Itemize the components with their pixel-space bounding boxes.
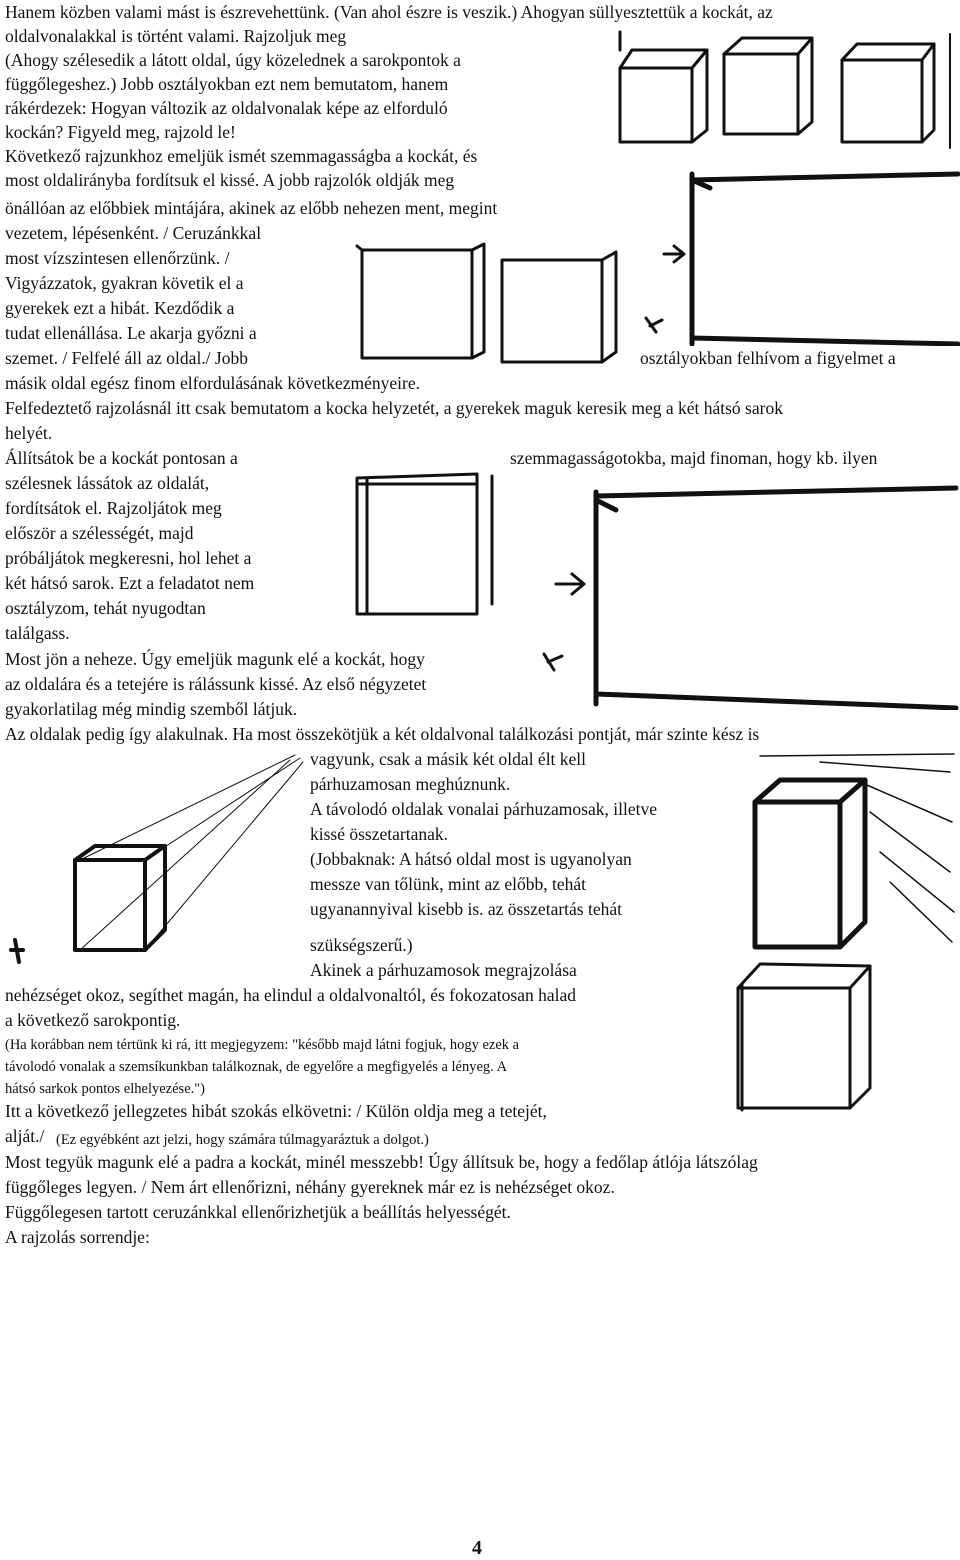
- text-line: most vízszintesen ellenőrzünk. /: [5, 248, 230, 268]
- text-line: másik oldal egész finom elfordulásának következményeire.: [5, 373, 420, 393]
- large-square-with-arrow: [636, 168, 960, 346]
- note-line: hátsó sarkok pontos elhelyezése."): [5, 1081, 205, 1097]
- text-line: nehézséget okoz, segíthet magán, ha elindul a oldalvonaltól, és fokozatosan halad: [5, 985, 576, 1005]
- text-line: vagyunk, csak a másik két oldal élt kell: [310, 749, 587, 769]
- text-line: találgass.: [5, 623, 70, 643]
- shaded-cube-sketch: [700, 752, 958, 952]
- text-line: Most tegyük magunk elé a padra a kockát, minél messzebb! Úgy állítsuk be, hogy a fedőlap átlója látszólag: [5, 1152, 758, 1172]
- text-line: próbáljátok megkeresni, hol lehet a: [5, 548, 252, 568]
- text-line: Vigyázzatok, gyakran követik el a: [5, 273, 244, 293]
- text-line: gyakorlatilag még mindig szemből látjuk.: [5, 699, 298, 719]
- text-line: a következő sarokpontig.: [5, 1010, 181, 1030]
- cube-sketches-widening: [612, 30, 957, 150]
- text-line: rákérdezek: Hogyan változik az oldalvonalak képe az elforduló: [5, 98, 448, 118]
- text-line: Állítsátok be a kockát pontosan a: [5, 448, 238, 468]
- cube-sketches-turned: [352, 240, 627, 368]
- text-line: Hanem közben valami mást is észrevehettünk. (Van ahol észre is veszik.) Ahogyan süllyesztettük a kockát, az: [5, 2, 773, 22]
- text-line: tudat ellenállása. Le akarja győzni a: [5, 323, 257, 343]
- page-number: 4: [472, 1537, 482, 1559]
- small-cube-sketch: [342, 464, 507, 624]
- text-line: vezetem, lépésenként. / Ceruzánkkal: [5, 223, 262, 243]
- note-line: távolodó vonalak a szemsíkunkban találkoznak, de egyelőre a megfigyelés a lényeg. A: [5, 1059, 508, 1075]
- text-line: az oldalára és a tetejére is rálássunk kissé. Az első négyzetet: [5, 674, 427, 694]
- text-line: fordítsátok el. Rajzoljátok meg: [5, 498, 222, 518]
- text-line: szélesnek lássátok az oldalát,: [5, 473, 210, 493]
- text-line: Felfedeztető rajzolásnál itt csak bemutatom a kocka helyzetét, a gyerekek maguk keresik meg a két hátsó sarok: [5, 398, 783, 418]
- text-line: Függőlegesen tartott ceruzánkkal ellenőrizhetjük a beállítás helyességét.: [5, 1202, 511, 1222]
- text-line: két hátsó sarok. Ezt a feladatot nem: [5, 573, 255, 593]
- text-line: szükségszerű.): [310, 935, 413, 955]
- text-line: szemet. / Felfelé áll az oldal./ Jobb: [5, 348, 248, 368]
- text-line: Az oldalak pedig így alakulnak. Ha most összekötjük a két oldalvonal találkozási pontját, már szinte kész is: [5, 724, 760, 744]
- note-line: (Ha korábban nem tértünk ki rá, itt megjegyzem: "később majd látni fogjuk, hogy ezek a: [5, 1037, 520, 1053]
- text-line: Itt a következő jellegzetes hibát szokás elkövetni: / Külön oldja meg a tetejét,: [5, 1101, 547, 1121]
- text-line: messze van tőlünk, mint az előbb, tehát: [310, 874, 587, 894]
- text-line: függőlegeshez.) Jobb osztályokban ezt nem bemutatom, hanem: [5, 74, 449, 94]
- text-line: osztályokban felhívom a figyelmet a: [640, 348, 896, 368]
- text-line: szemmagasságotokba, majd finoman, hogy kb. ilyen: [510, 448, 878, 468]
- text-line: helyét.: [5, 423, 53, 443]
- text-line: Most jön a neheze. Úgy emeljük magunk elé a kockát, hogy: [5, 649, 425, 669]
- text-line: (Jobbaknak: A hátsó oldal most is ugyanolyan: [310, 849, 632, 869]
- note-line: (Ez egyébként azt jelzi, hogy számára túlmagyaráztuk a dolgot.): [56, 1132, 429, 1148]
- text-line: kissé összetartanak.: [310, 824, 449, 844]
- text-line: párhuzamosan meghúznunk.: [310, 774, 511, 794]
- text-line: Következő rajzunkhoz emeljük ismét szemmagasságba a kockát, és: [5, 146, 478, 166]
- text-line: először a szélességét, majd: [5, 523, 194, 543]
- text-line: ugyanannyival kisebb is. az összetartás tehát: [310, 899, 622, 919]
- perspective-cube-converging: [5, 750, 305, 970]
- text-line: függőleges legyen. / Nem árt ellenőrizni, néhány gyereknek már ez is nehézséget okoz.: [5, 1177, 615, 1197]
- text-line: alját./: [5, 1126, 45, 1146]
- cube-sketch-bottom: [720, 958, 958, 1113]
- text-line: A rajzolás sorrendje:: [5, 1227, 150, 1247]
- text-line: Akinek a párhuzamosok megrajzolása: [310, 960, 577, 980]
- text-line: kockán? Figyeld meg, rajzold le!: [5, 122, 236, 142]
- large-square-with-arrow-2: [536, 484, 960, 710]
- text-line: oldalvonalakkal is történt valami. Rajzoljuk meg: [5, 26, 347, 46]
- text-line: gyerekek ezt a hibát. Kezdődik a: [5, 298, 235, 318]
- text-line: (Ahogy szélesedik a látott oldal, úgy közelednek a sarokpontok a: [5, 50, 461, 70]
- text-line: osztályzom, tehát nyugodtan: [5, 598, 206, 618]
- text-line: A távolodó oldalak vonalai párhuzamosak, illetve: [310, 799, 657, 819]
- text-line: most oldalirányba fordítsuk el kissé. A jobb rajzolók oldják meg: [5, 170, 455, 190]
- text-line: önállóan az előbbiek mintájára, akinek az előbb nehezen ment, megint: [5, 198, 498, 218]
